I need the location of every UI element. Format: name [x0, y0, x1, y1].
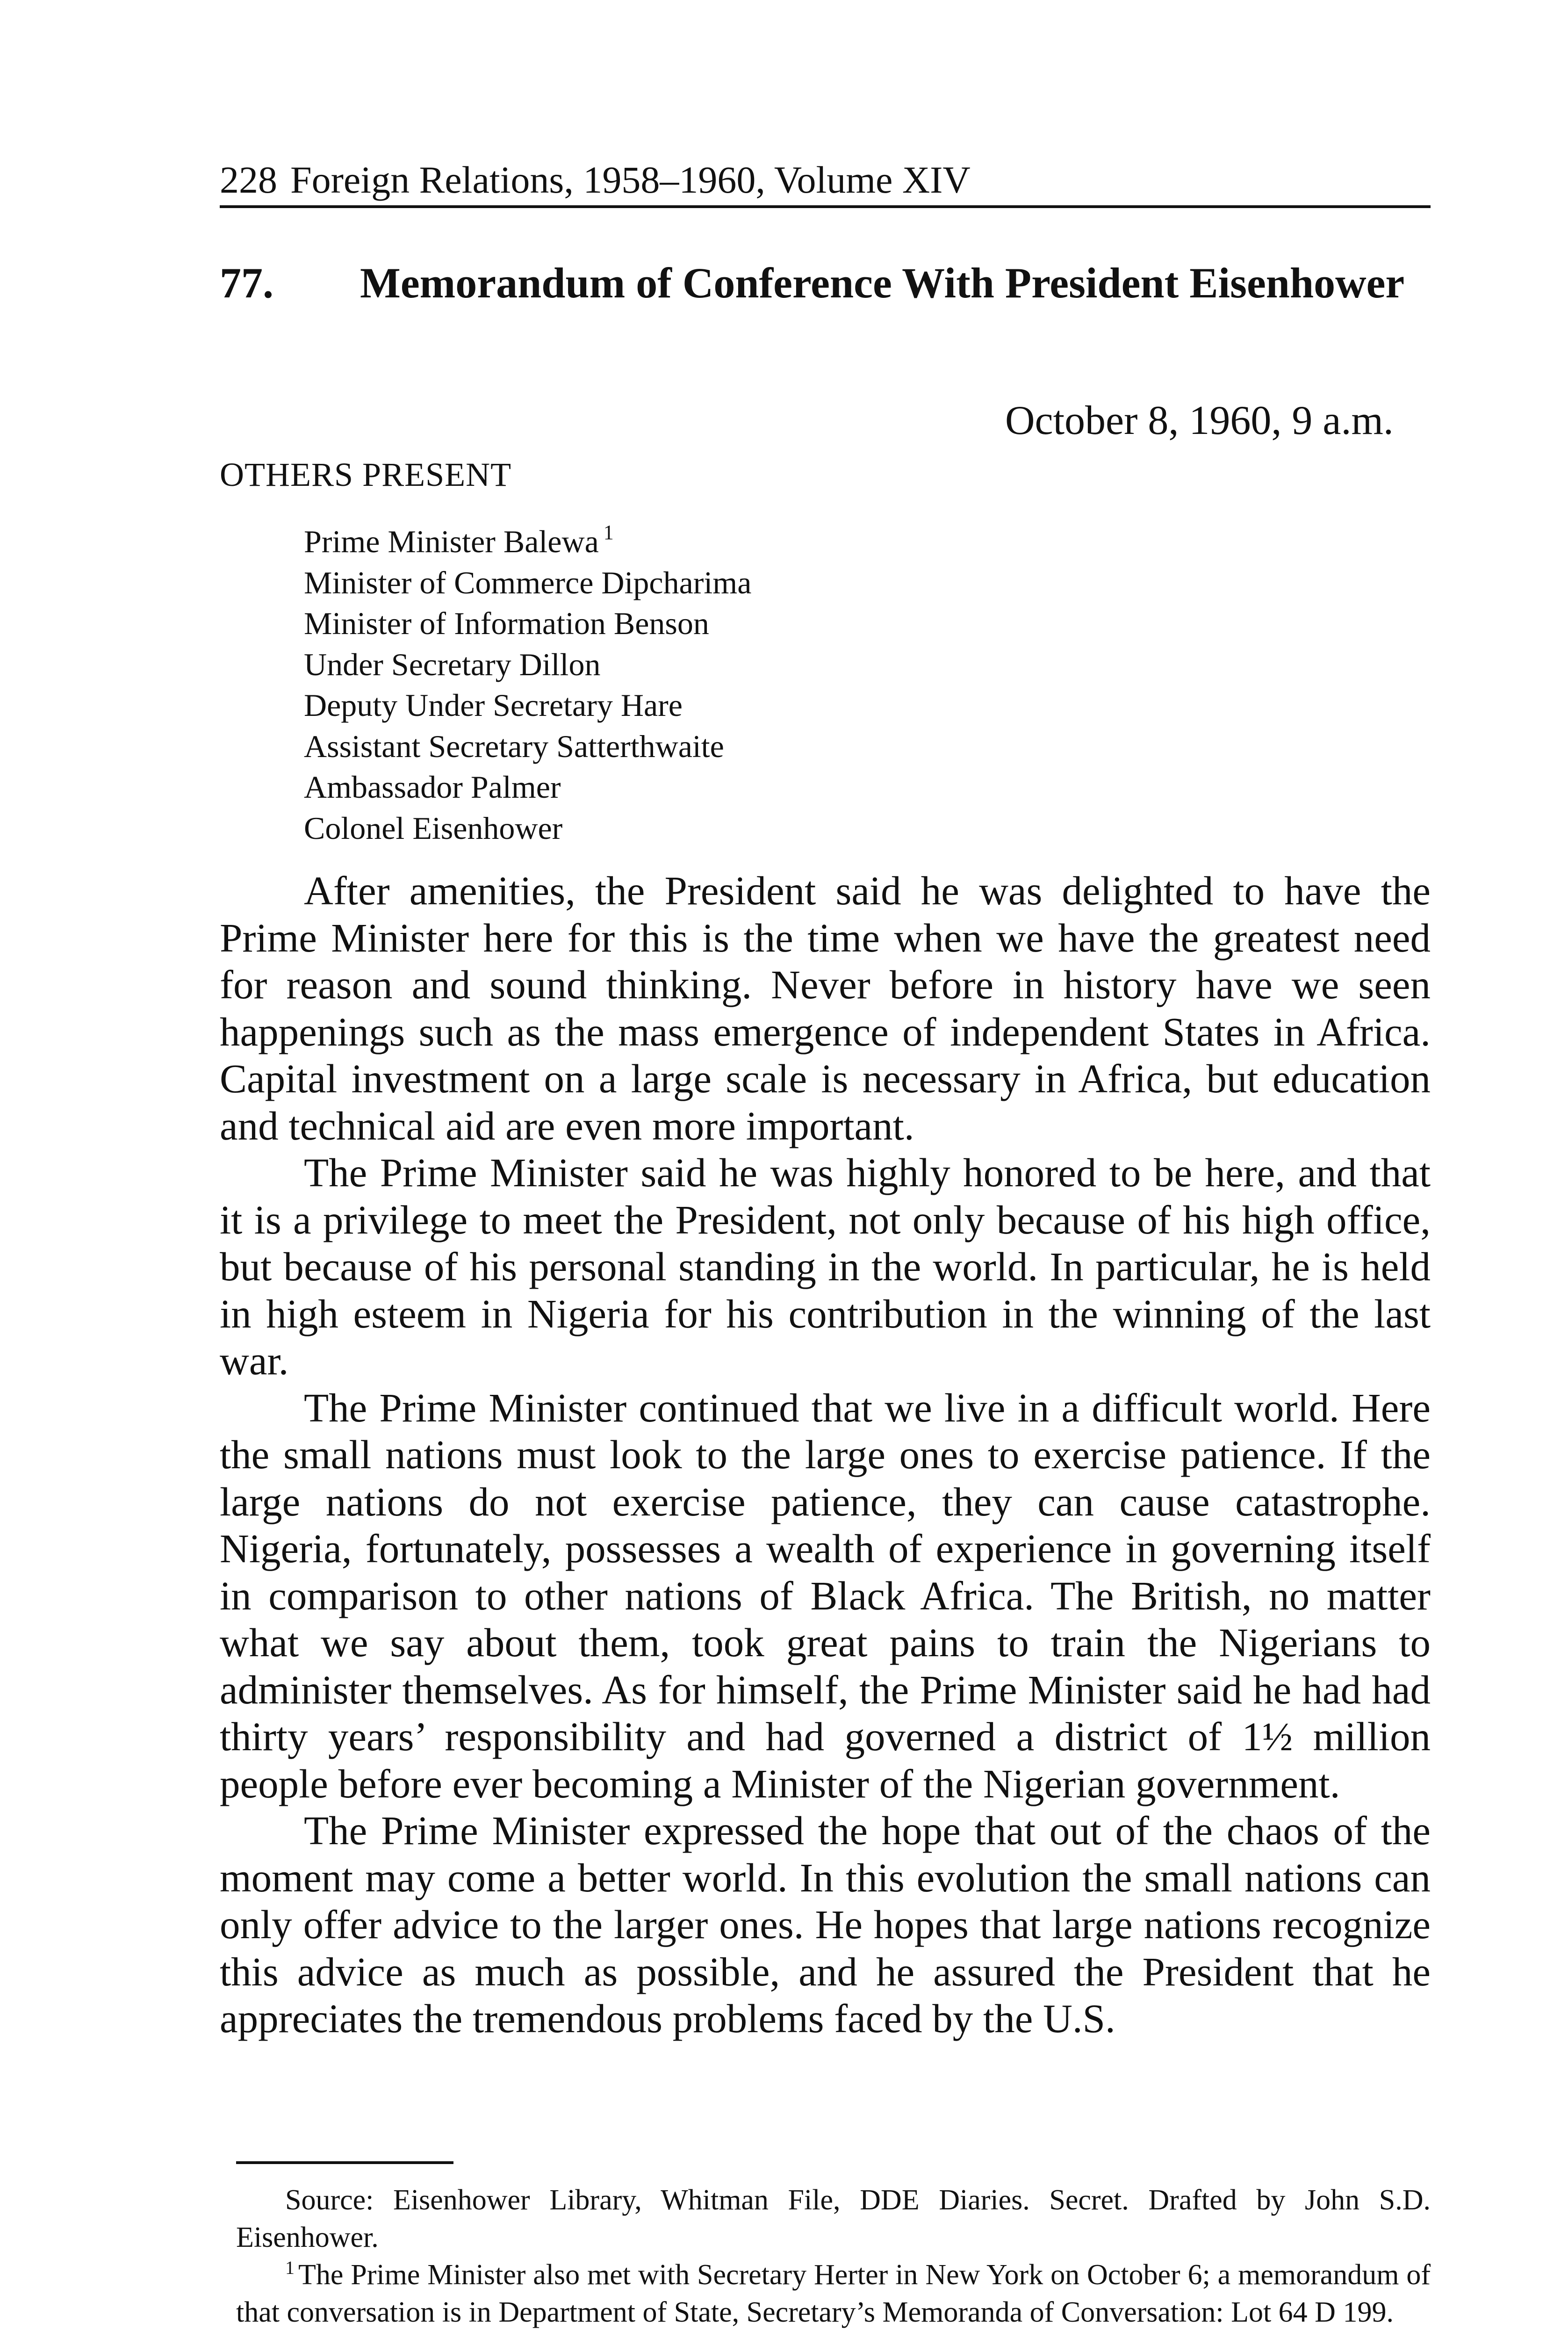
- footnote-marker: 1: [285, 2257, 295, 2278]
- attendee-list: [304, 521, 751, 849]
- attendee-item: Colonel Eisenhower: [304, 810, 563, 846]
- body-paragraph: The Prime Minister expressed the hope that out of the chaos of the moment may come a better world. In this evolution the small nations can only offer advice to the larger ones. He hopes that large nations recognize this advice as much as possible, and he assured the President that he appreciates the tremendous problems faced by the U.S.: [220, 1808, 1431, 2041]
- page-number: 228: [220, 159, 277, 201]
- attendee-item: Ambassador Palmer: [304, 769, 561, 805]
- attendee-item: Under Secretary Dillon: [304, 646, 601, 682]
- document-heading: [220, 255, 1435, 311]
- footnote-ref: 1: [603, 521, 614, 544]
- running-head: [220, 157, 1431, 208]
- attendee-name: Prime Minister Balewa: [304, 524, 599, 559]
- attendee-item: Minister of Commerce Dipcharima: [304, 564, 752, 600]
- memorandum-body: [220, 867, 1431, 2042]
- body-paragraph: The Prime Minister said he was highly honored to be here, and that it is a privilege to meet the President, not only because of his high office, but because of his personal standing in the world. In particular, he is held in high esteem in Nigeria for his contribution in the winning of the last war.: [220, 1150, 1431, 1383]
- document-title: Memorandum of Conference With President Eisenhower: [360, 259, 1405, 307]
- dateline: October 8, 1960, 9 a.m.: [1005, 398, 1394, 443]
- body-paragraph: The Prime Minister continued that we live in a difficult world. Here the small nations must look to the large ones to exercise patience. If the large nations do not exercise patience, they can cause catastrophe. Nigeria, fortunately, possesses a wealth of experience in governing itself in comparison to other nations of Black Africa. The British, no matter what we say about them, took great pains to train the Nigerians to administer themselves. As for himself, the Prime Minister said he had had thirty years’ responsibility and had governed a district of 1½ million people before ever becoming a Minister of the Nigerian government.: [220, 1385, 1431, 1806]
- attendee-item: Assistant Secretary Satterthwaite: [304, 728, 724, 764]
- footnote-1: [236, 2256, 1431, 2331]
- source-note: Source: Eisenhower Library, Whitman File, DDE Diaries. Secret. Drafted by John S.D. Eisenhower.: [236, 2184, 1431, 2253]
- attendee-item: Minister of Information Benson: [304, 606, 709, 641]
- attendee-item: [304, 521, 751, 563]
- attendee-item: Deputy Under Secretary Hare: [304, 687, 683, 723]
- footnotes: [236, 2181, 1431, 2331]
- document-number: 77.: [220, 259, 273, 307]
- running-head-title: Foreign Relations, 1958–1960, Volume XIV: [290, 159, 971, 201]
- body-paragraph: After amenities, the President said he was delighted to have the Prime Minister here for this is the time when we have the greatest need for reason and sound thinking. Never before in history have we seen happenings such as the mass emergence of independent States in Africa. Capital investment on a large scale is necessary in Africa, but education and technical aid are even more important.: [220, 868, 1431, 1148]
- footnote-text: The Prime Minister also met with Secretary Herter in New York on October 6; a memorandum of that conversation is in Department of State, Secretary’s Memoranda of Conversation: Lot 64 D 199.: [236, 2259, 1431, 2328]
- footnote-divider: [236, 2161, 453, 2164]
- others-present-label: OTHERS PRESENT: [220, 456, 512, 493]
